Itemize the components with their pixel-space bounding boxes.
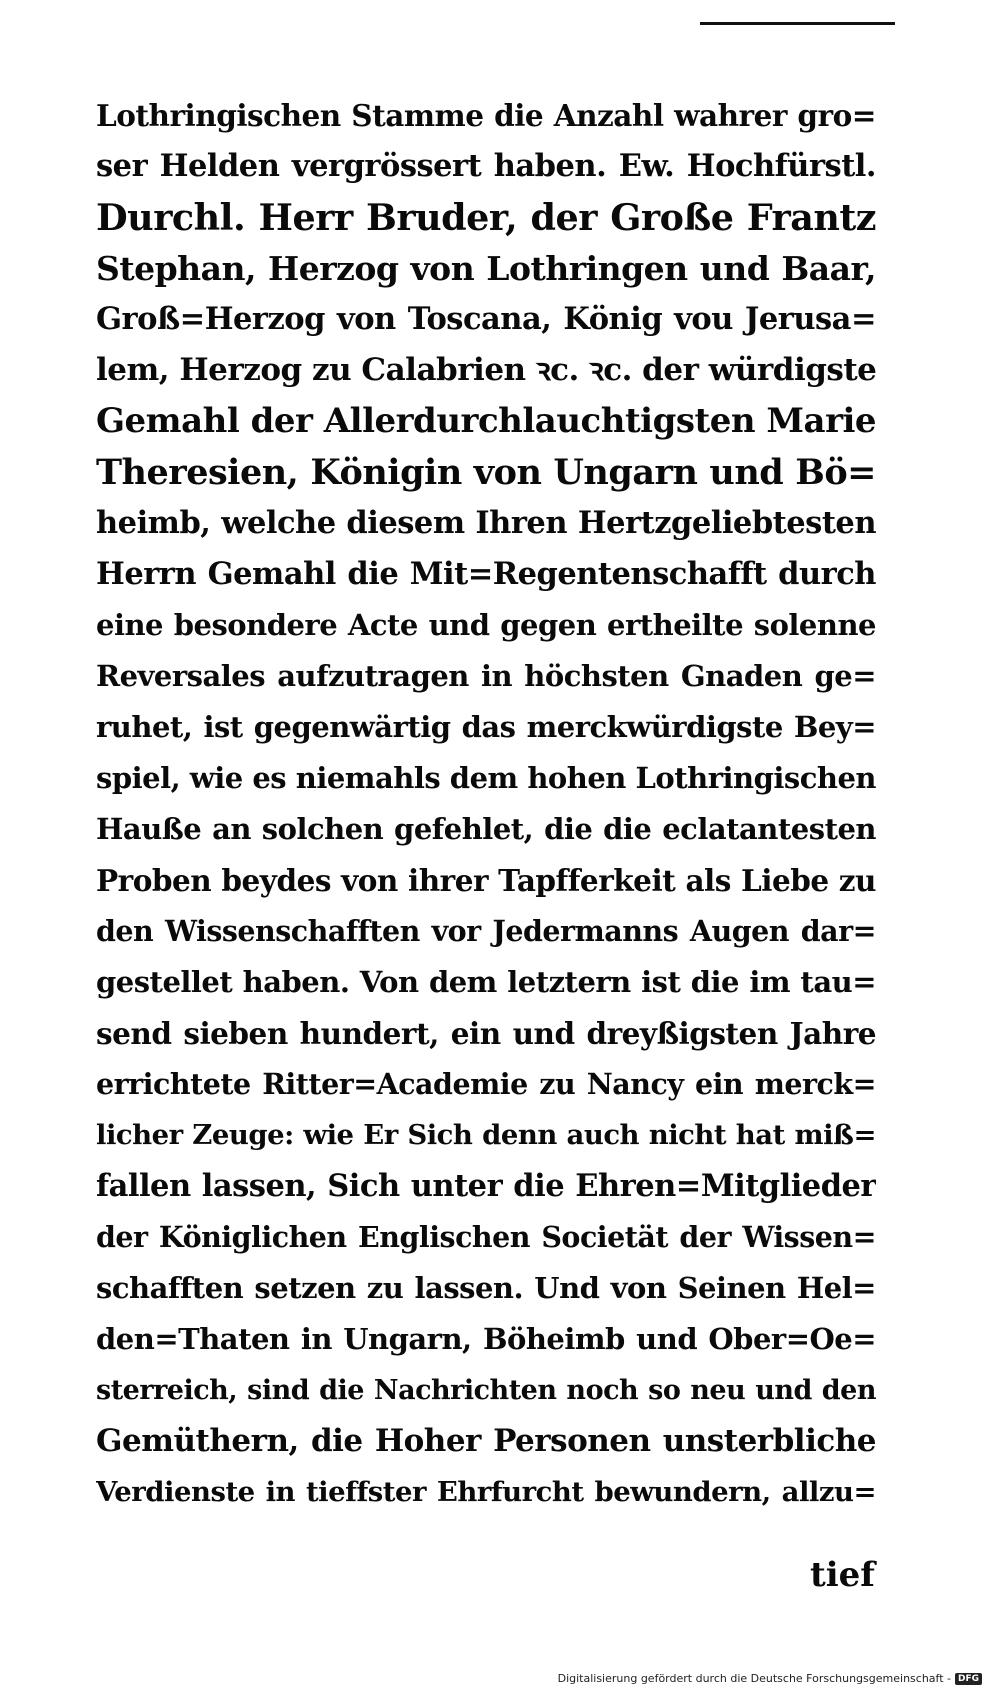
text-line: Gemüthern, die Hoher Personen unsterbliche [96,1423,876,1459]
text-line: Durchl. Herr Bruder, der Große Frantz [96,196,876,239]
body-text [96,90,876,1518]
text-line: den Wissenschafften vor Jedermanns Augen dar= [96,914,876,948]
header-rule [700,22,895,25]
text-line: Hauße an solchen gefehlet, die die eclatantesten [96,812,876,846]
dfg-logo-icon: DFG [955,1673,982,1685]
text-line: fallen lassen, Sich unter die Ehren=Mitglieder [96,1168,876,1204]
text-line: sterreich, sind die Nachrichten noch so neu und den [96,1375,876,1406]
text-line: Verdienste in tieffster Ehrfurcht bewundern, allzu= [96,1476,876,1508]
text-line: ruhet, ist gegenwärtig das merckwürdigste Bey= [96,710,876,744]
text-line: der Königlichen Englischen Societät der Wissen= [96,1220,876,1254]
text-line: send sieben hundert, ein und dreyßigsten Jahre [96,1016,876,1051]
text-line: Proben beydes von ihrer Tapfferkeit als Liebe zu [96,863,876,898]
text-line: den=Thaten in Ungarn, Böheimb und Ober=Oe= [96,1322,876,1356]
text-line: heimb, welche diesem Ihren Hertzgeliebtesten [96,505,876,541]
text-line: licher Zeuge: wie Er Sich denn auch nicht hat miß= [96,1119,876,1151]
footer-text: Digitalisierung gefördert durch die Deutsche Forschungsgemeinschaft - [557,1672,951,1685]
text-line: Lothringischen Stamme die Anzahl wahrer gro= [96,98,876,133]
text-line: gestellet haben. Von dem letztern ist die im tau= [96,965,876,999]
text-line: ser Helden vergrössert haben. Ew. Hochfürstl. [96,148,876,184]
text-line: Theresien, Königin von Ungarn und Bö= [96,452,876,493]
text-line: spiel, wie es niemahls dem hohen Lothringischen [96,761,876,795]
text-line: errichtete Ritter=Academie zu Nancy ein merck= [96,1067,876,1101]
text-line: Gemahl der Allerdurchlauchtigsten Marie [96,401,876,441]
text-line: Reversales aufzutragen in höchsten Gnaden ge= [96,659,876,693]
text-line: schafften setzen zu lassen. Und von Seinen Hel= [96,1271,876,1305]
text-line: Herrn Gemahl die Mit=Regentenschafft durch [96,556,876,592]
text-line: eine besondere Acte und gegen ertheilte solenne [96,608,876,642]
text-line: lem, Herzog zu Calabrien ꝛc. ꝛc. der würdigste [96,352,876,388]
text-line: Groß=Herzog von Toscana, König vou Jerusa= [96,301,876,337]
catchword: tief [810,1555,875,1595]
text-line: Stephan, Herzog von Lothringen und Baar, [96,249,876,288]
digitization-footer [558,1672,982,1685]
